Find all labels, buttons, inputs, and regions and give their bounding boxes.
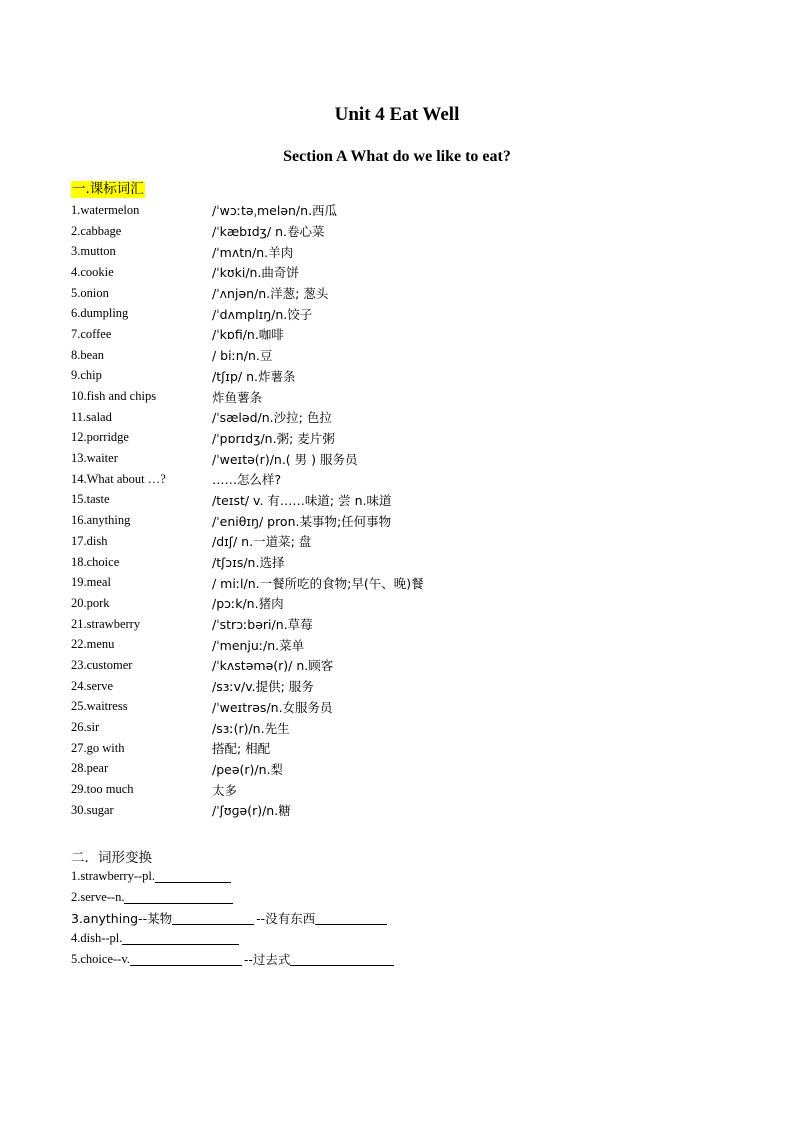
- vocab-definition: /ˈeniθɪŋ/ pron.某事物;任何事物: [212, 513, 392, 529]
- vocab-word: 5.onion: [71, 285, 109, 300]
- vocab-item: [71, 510, 771, 531]
- vocab-definition: 太多: [212, 782, 238, 798]
- vocab-definition: / miːl/n.一餐所吃的食物;早(午、晚)餐: [212, 575, 424, 591]
- exercise-item: [71, 907, 396, 928]
- vocab-word: 14.What about …?: [71, 471, 166, 486]
- vocab-word: 20.pork: [71, 595, 110, 610]
- vocab-definition: /ˈkæbɪdʒ/ n.卷心菜: [212, 224, 325, 240]
- vocab-word: 11.salad: [71, 409, 112, 424]
- vocab-definition: /ˈweɪtə(r)/n.( 男 ) 服务员: [212, 451, 358, 467]
- vocab-item: [71, 241, 771, 262]
- vocab-word: 21.strawberry: [71, 616, 141, 631]
- vocab-definition: /ˈkɒfi/n.咖啡: [212, 327, 284, 343]
- vocab-word: 10.fish and chips: [71, 389, 157, 404]
- vocab-item: [71, 717, 771, 738]
- page-title: Unit 4 Eat Well: [334, 104, 460, 125]
- vocab-definition: /ˈʃʊɡə(r)/n.糖: [212, 803, 291, 819]
- section-heading-word-forms: 二．词形变换: [71, 850, 152, 866]
- vocabulary-list: [71, 200, 771, 821]
- page-subtitle: Section A What do we like to eat?: [283, 148, 511, 165]
- vocab-definition: /ˈwɔːtəˌmelən/n.西瓜: [212, 203, 338, 219]
- exercise-prompt: 5.choice--v.: [71, 951, 130, 966]
- vocab-word: 25.waitress: [71, 699, 128, 714]
- word-form-exercises: [71, 866, 396, 969]
- vocab-word: 23.customer: [71, 657, 133, 672]
- vocab-item: [71, 490, 771, 511]
- vocab-item: [71, 407, 771, 428]
- vocab-word: 27.go with: [71, 740, 125, 755]
- vocab-item: [71, 614, 771, 635]
- vocab-word: 13.waiter: [71, 451, 118, 466]
- vocab-word: 26.sir: [71, 720, 100, 735]
- vocab-item: [71, 676, 771, 697]
- vocab-definition: /ˈkʊki/n.曲奇饼: [212, 265, 299, 281]
- vocab-definition: 炸鱼薯条: [212, 389, 263, 405]
- vocab-word: 9.chip: [71, 368, 102, 383]
- vocab-item: [71, 531, 771, 552]
- vocab-word: 6.dumpling: [71, 306, 129, 321]
- answer-blank[interactable]: [130, 952, 242, 966]
- vocab-definition: /tʃɔɪs/n.选择: [212, 555, 285, 571]
- vocab-definition: /sɜː(r)/n.先生: [212, 720, 290, 736]
- vocab-word: 28.pear: [71, 761, 109, 776]
- exercise-item: [71, 928, 396, 949]
- vocab-item: [71, 345, 771, 366]
- section-heading-vocabulary: 一.课标词汇: [72, 181, 144, 197]
- exercise-item: [71, 866, 396, 887]
- vocab-item: [71, 303, 771, 324]
- vocab-item: [71, 262, 771, 283]
- vocab-word: 16.anything: [71, 513, 131, 528]
- answer-blank[interactable]: [315, 911, 387, 925]
- answer-blank[interactable]: [122, 931, 239, 945]
- vocab-item: [71, 634, 771, 655]
- vocab-word: 4.cookie: [71, 264, 114, 279]
- vocab-word: 1.watermelon: [71, 202, 140, 217]
- vocab-word: 29.too much: [71, 782, 134, 797]
- vocab-definition: ……怎么样?: [212, 472, 282, 488]
- vocab-item: [71, 779, 771, 800]
- exercise-prompt-secondary: --过去式: [243, 952, 291, 968]
- vocab-definition: /sɜːv/v.提供; 服务: [212, 679, 314, 695]
- exercise-item: [71, 887, 396, 908]
- answer-blank[interactable]: [290, 952, 394, 966]
- vocab-word: 15.taste: [71, 492, 110, 507]
- vocab-word: 19.meal: [71, 575, 111, 590]
- vocab-definition: /peə(r)/n.梨: [212, 761, 284, 777]
- vocab-item: [71, 469, 771, 490]
- exercise-prompt: 2.serve--n.: [71, 889, 125, 904]
- answer-blank[interactable]: [172, 911, 254, 925]
- vocab-item: [71, 593, 771, 614]
- exercise-item: [71, 949, 396, 970]
- vocab-definition: /pɔːk/n.猪肉: [212, 596, 284, 612]
- vocab-definition: /ˈstrɔːbəri/n.草莓: [212, 617, 313, 633]
- vocab-definition: /ˈʌnjən/n.洋葱; 葱头: [212, 286, 329, 302]
- vocab-word: 2.cabbage: [71, 223, 122, 238]
- vocab-word: 30.sugar: [71, 802, 114, 817]
- vocab-word: 7.coffee: [71, 326, 112, 341]
- vocab-definition: /dɪʃ/ n.一道菜; 盘: [212, 534, 312, 550]
- exercise-prompt: 3.anything--某物: [71, 910, 173, 926]
- vocab-word: 18.choice: [71, 554, 120, 569]
- vocab-definition: /ˈsæləd/n.沙拉; 色拉: [212, 410, 332, 426]
- vocab-item: [71, 759, 771, 780]
- vocab-word: 24.serve: [71, 678, 113, 693]
- vocab-item: [71, 428, 771, 449]
- vocab-definition: /ˈmenjuː/n.菜单: [212, 637, 305, 653]
- vocab-item: [71, 552, 771, 573]
- vocab-item: [71, 200, 771, 221]
- vocab-item: [71, 448, 771, 469]
- vocab-item: [71, 283, 771, 304]
- vocab-definition: /ˈweɪtrəs/n.女服务员: [212, 699, 333, 715]
- vocab-definition: / biːn/n.豆: [212, 348, 273, 364]
- vocab-word: 3.mutton: [71, 244, 116, 259]
- vocab-item: [71, 738, 771, 759]
- vocab-definition: /ˈkʌstəmə(r)/ n.顾客: [212, 658, 334, 674]
- vocab-item: [71, 221, 771, 242]
- vocab-item: [71, 697, 771, 718]
- answer-blank[interactable]: [124, 890, 233, 904]
- vocab-word: 12.porridge: [71, 430, 129, 445]
- vocab-item: [71, 800, 771, 821]
- vocab-word: 17.dish: [71, 533, 108, 548]
- vocab-definition: /ˈdʌmplɪŋ/n.饺子: [212, 306, 313, 322]
- vocab-definition: /tʃɪp/ n.炸薯条: [212, 368, 296, 384]
- vocab-definition: /ˈmʌtn/n.羊肉: [212, 244, 294, 260]
- vocab-definition: /teɪst/ v. 有……味道; 尝 n.味道: [212, 492, 392, 508]
- vocab-item: [71, 366, 771, 387]
- vocab-item: [71, 572, 771, 593]
- exercise-prompt: 4.dish--pl.: [71, 930, 123, 945]
- vocab-item: [71, 655, 771, 676]
- exercise-prompt: 1.strawberry--pl.: [71, 868, 155, 883]
- vocab-definition: /ˈpɒrɪdʒ/n.粥; 麦片粥: [212, 430, 335, 446]
- vocab-definition: 搭配; 相配: [212, 741, 271, 757]
- vocab-word: 8.bean: [71, 347, 104, 362]
- vocab-item: [71, 386, 771, 407]
- vocab-word: 22.menu: [71, 637, 115, 652]
- answer-blank[interactable]: [155, 869, 231, 883]
- exercise-prompt-secondary: --没有东西: [256, 910, 316, 926]
- vocab-item: [71, 324, 771, 345]
